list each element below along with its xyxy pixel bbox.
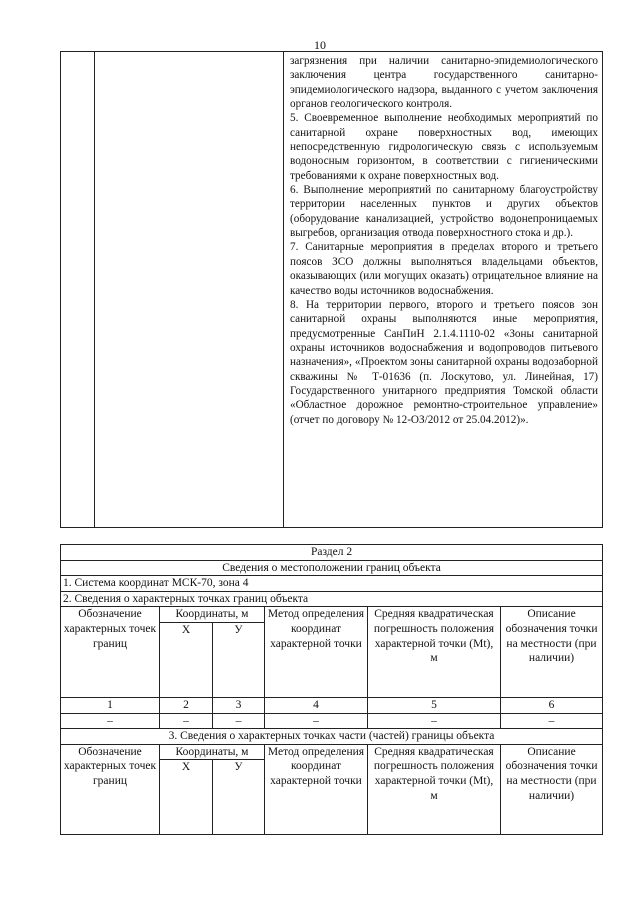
measures-paragraph: 5. Своевременное выполнение необходимых мероприятий по санитарной охране поверхностных вод, имеющих непосредственную гидрологическую связь с используемым водоносным горизонтом, в соответствии с гигиеническими требованиями к охране поверхностных вод. (290, 112, 598, 182)
measures-paragraph: 7. Санитарные мероприятия в пределах второго и третьего поясов ЗСО должны выполняться владельцами объектов, оказывающих (или могущих оказать) отрицательное влияние на качество воды источников водоснабжения. (290, 241, 598, 297)
header-method: Метод определения координат характерной точки (265, 744, 368, 835)
header-x: Х (160, 760, 213, 835)
measures-paragraph: 6. Выполнение мероприятий по санитарному благоустройству территории населенных пунктов и других объектов (оборудование канализацией, устройство водонепроницаемых выгребов, организация отвода поверхностного стока и др.). (290, 184, 598, 240)
section-title: Раздел 2 (61, 545, 603, 561)
coordinate-system: 1. Система координат МСК-70, зона 4 (61, 576, 603, 592)
header-description: Описание обозначения точки на местности (при наличии) (501, 744, 603, 835)
empty-value-dash: – (160, 713, 213, 729)
header-y: У (213, 760, 265, 835)
column-number: 4 (265, 697, 368, 713)
empty-value-dash: – (265, 713, 368, 729)
column-number: 5 (368, 697, 501, 713)
column-number: 2 (160, 697, 213, 713)
empty-value-dash: – (61, 713, 160, 729)
column-number: 6 (501, 697, 603, 713)
header-method: Метод определения координат характерной точки (265, 607, 368, 698)
column-number: 3 (213, 697, 265, 713)
section-2-table (60, 544, 603, 835)
header-error: Средняя квадратическая погрешность положения характерной точки (Mt), м (368, 607, 501, 698)
section-subtitle: Сведения о местоположении границ объекта (61, 560, 603, 576)
header-coordinates: Координаты, м (160, 607, 265, 623)
empty-value-dash: – (501, 713, 603, 729)
boundary-points-heading: 2. Сведения о характерных точках границ объекта (61, 591, 603, 607)
empty-value-dash: – (213, 713, 265, 729)
continuation-table (60, 51, 603, 528)
empty-cell-1 (61, 52, 95, 528)
empty-cell-2 (95, 52, 284, 528)
header-x: Х (160, 622, 213, 697)
page-number: 10 (314, 38, 326, 52)
empty-value-dash: – (368, 713, 501, 729)
part-boundary-points-heading: 3. Сведения о характерных точках части (частей) границы объекта (61, 729, 603, 745)
header-description: Описание обозначения точки на местности (при наличии) (501, 607, 603, 698)
header-point-designation: Обозначение характерных точек границ (61, 607, 160, 698)
header-coordinates: Координаты, м (160, 744, 265, 760)
measures-paragraph: загрязнения при наличии санитарно-эпидемиологического заключения центра государственного санитарно-эпидемиологического надзора, выданного с учетом заключения органов геологического контроля. (290, 55, 598, 111)
header-y: У (213, 622, 265, 697)
header-error: Средняя квадратическая погрешность положения характерной точки (Mt), м (368, 744, 501, 835)
column-number: 1 (61, 697, 160, 713)
header-point-designation: Обозначение характерных точек границ (61, 744, 160, 835)
measures-cell (284, 52, 603, 528)
measures-paragraph: 8. На территории первого, второго и третьего поясов зон санитарной охраны выполняются иные мероприятия, предусмотренные СанПиН 2.1.4.1110-02 «Зоны санитарной охраны источников водоснабжения и водопроводов питьевого назначения», «Проектом зоны санитарной охраны водозаборной скважины № Т-01636 (п. Лоскутово, ул. Линейная, 17) Государственного унитарного предприятия Томской области «Областное дорожное ремонтно-строительное управление» (отчет по договору № 12-ОЗ/2012 от 25.04.2012)». (290, 298, 598, 426)
